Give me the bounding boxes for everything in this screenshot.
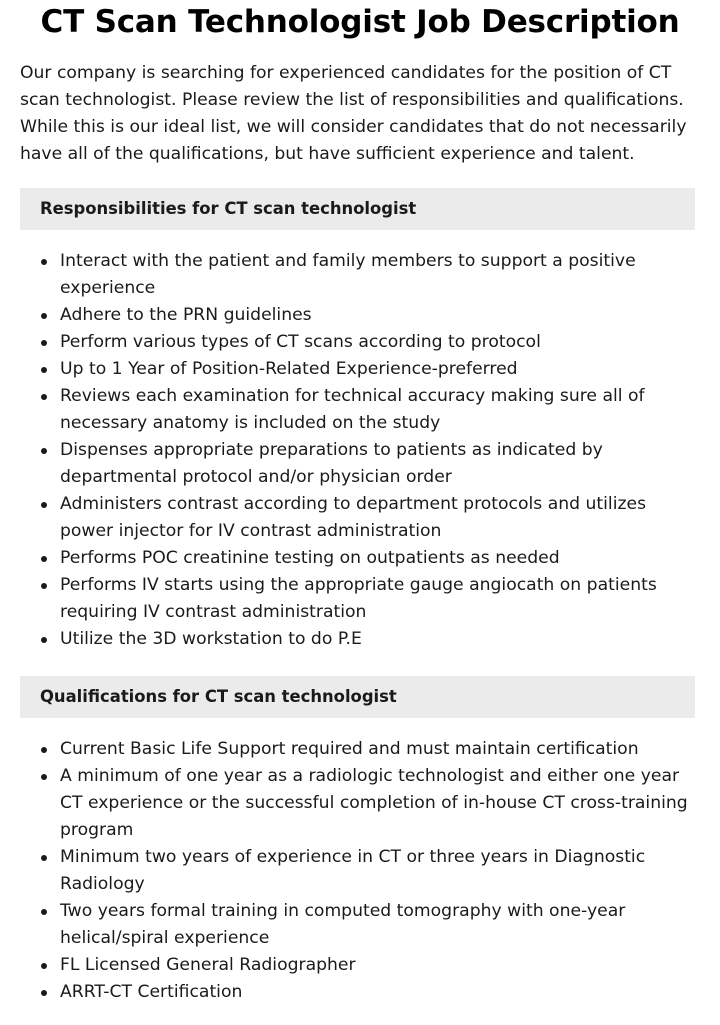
list-item: Minimum two years of experience in CT or three years in Diagnostic Radiology [40,844,690,898]
list-item: Performs IV starts using the appropriate gauge angiocath on patients requiring IV contrast administration [40,572,690,626]
list-item: Two years formal training in computed tomography with one-year helical/spiral experience [40,898,690,952]
list-item: Administers contrast according to department protocols and utilizes power injector for IV contrast administration [40,491,690,545]
responsibilities-list [40,248,690,653]
list-item: A minimum of one year as a radiologic technologist and either one year CT experience or the successful completion of in-house CT cross-training program [40,763,690,844]
list-item: FL Licensed General Radiographer [40,952,690,979]
list-item: Adhere to the PRN guidelines [40,302,690,329]
list-item: Current Basic Life Support required and must maintain certification [40,736,690,763]
list-item: ARRT-CT Certification [40,979,690,1006]
list-item: Dispenses appropriate preparations to patients as indicated by departmental protocol and/or physician order [40,437,690,491]
list-item: Interact with the patient and family members to support a positive experience [40,248,690,302]
list-item: Reviews each examination for technical accuracy making sure all of necessary anatomy is included on the study [40,383,690,437]
intro-paragraph: Our company is searching for experienced candidates for the position of CT scan technologist. Please review the list of responsibilities and qualifications. While this is our ideal list, we will consider candidates that do not necessarily have all of the qualifications, but have sufficient experience and talent. [20,63,687,164]
list-item: Up to 1 Year of Position-Related Experience-preferred [40,356,690,383]
list-item: Utilize the 3D workstation to do P.E [40,626,690,653]
page-title: CT Scan Technologist Job Description [40,4,680,40]
list-item: Performs POC creatinine testing on outpatients as needed [40,545,690,572]
qualifications-list [40,736,690,1006]
responsibilities-heading: Responsibilities for CT scan technologist [20,188,695,230]
list-item: Perform various types of CT scans according to protocol [40,329,690,356]
qualifications-heading: Qualifications for CT scan technologist [20,676,695,718]
